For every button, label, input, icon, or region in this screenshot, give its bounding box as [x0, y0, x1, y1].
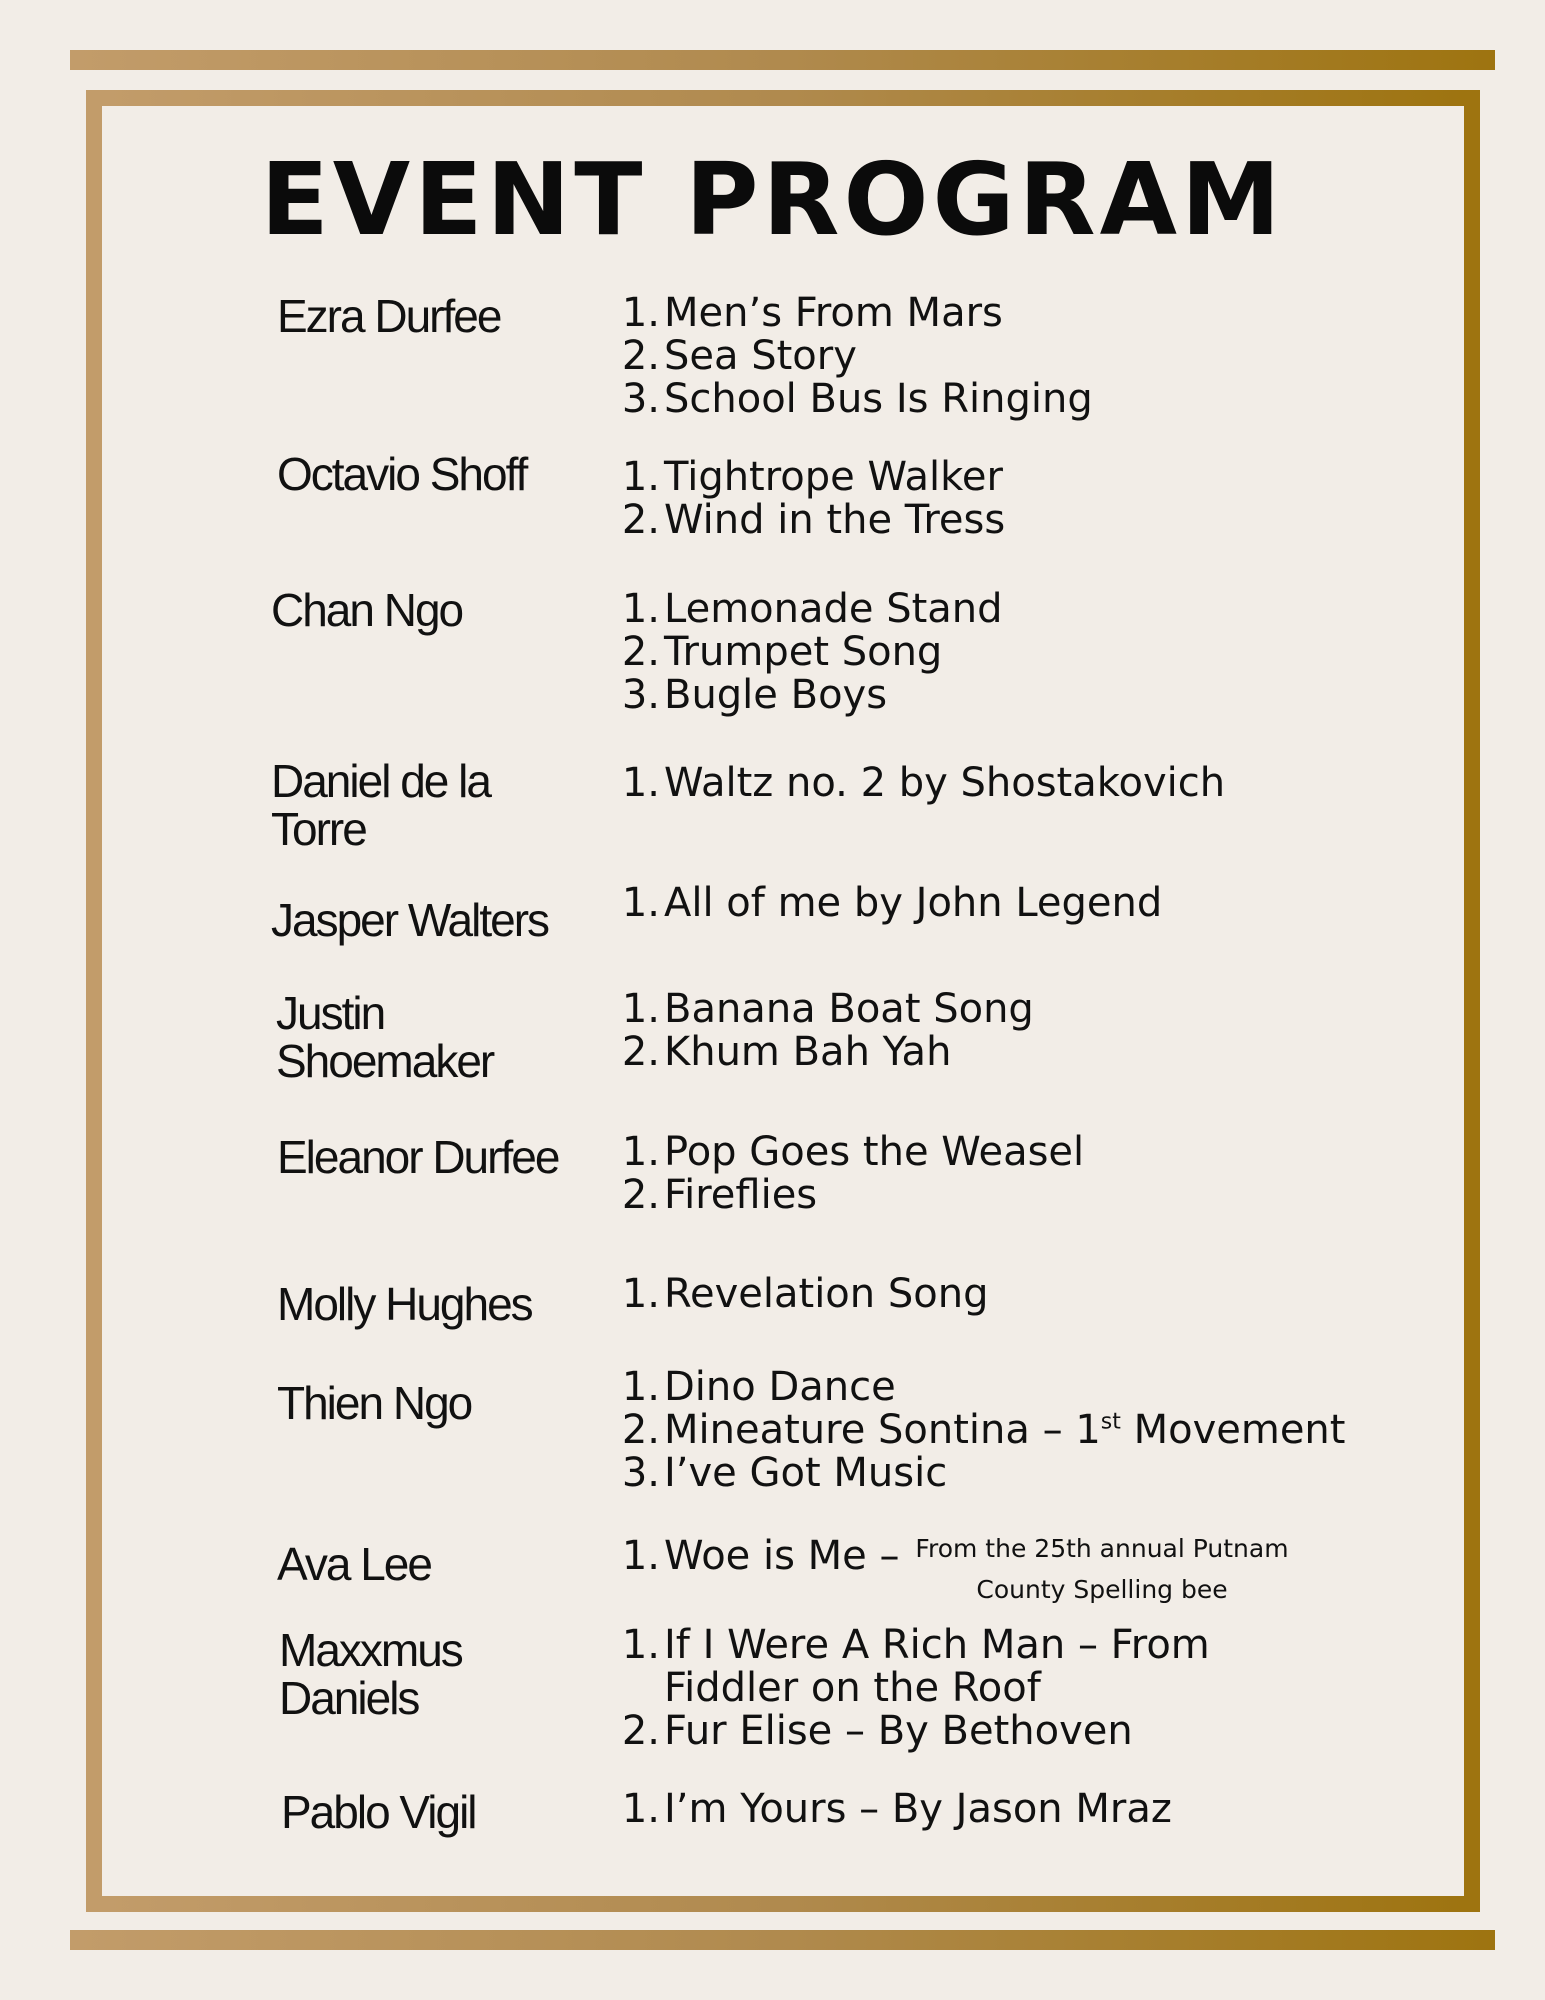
song-note: From the 25th annual Putnam County Spelling bee [915, 1534, 1289, 1604]
song-title: Khum Bah Yah [664, 1029, 952, 1075]
song-item [620, 1366, 1345, 1409]
performer-name: Ava Lee [277, 1538, 431, 1590]
song-title: Sea Story [664, 333, 857, 379]
performer-name: Ezra Durfee [277, 290, 501, 342]
song-item [620, 456, 1005, 499]
song-list [620, 456, 1005, 542]
song-title: Dino Dance [664, 1364, 896, 1410]
song-number: 3. [621, 1450, 660, 1496]
song-title: Lemonade Stand [664, 586, 1003, 632]
song-number: 2. [621, 629, 660, 675]
song-title: Bugle Boys [664, 672, 888, 718]
song-title: Men’s From Mars [664, 290, 1003, 336]
song-item [620, 1452, 1345, 1495]
song-title: Banana Boat Song [664, 986, 1034, 1032]
song-list [620, 1366, 1345, 1495]
performer-name: Maxxmus Daniels [279, 1624, 462, 1724]
song-title: Fireflies [664, 1172, 818, 1218]
song-title: Wind in the Tress [664, 497, 1006, 543]
performer-name: Molly Hughes [277, 1278, 532, 1330]
song-number: 1. [621, 760, 660, 806]
song-title: Woe is Me – [664, 1533, 900, 1579]
song-item [620, 335, 1093, 378]
song-list [620, 882, 1162, 925]
page-title: EVENT PROGRAM [260, 141, 1285, 258]
song-title: School Bus Is Ringing [664, 376, 1093, 422]
song-list [620, 1131, 1084, 1217]
song-number: 1. [621, 1364, 660, 1410]
song-item [620, 588, 1003, 631]
song-number: 1. [621, 880, 660, 926]
song-item [620, 1273, 988, 1316]
song-item [620, 1788, 1172, 1831]
song-title: I’ve Got Music [664, 1450, 948, 1496]
song-number: 2. [621, 1407, 660, 1453]
song-item [620, 1409, 1345, 1452]
performer-name: Pablo Vigil [281, 1786, 476, 1838]
song-item [620, 674, 1003, 717]
performer-name: Eleanor Durfee [277, 1131, 559, 1183]
bottom-decorative-bar [70, 1930, 1495, 1950]
song-title: Trumpet Song [664, 629, 943, 675]
song-item [620, 988, 1034, 1031]
song-title: I’m Yours – By Jason Mraz [664, 1786, 1172, 1832]
song-number: 2. [621, 1172, 660, 1218]
song-number: 1. [621, 454, 660, 500]
song-number: 1. [621, 1622, 660, 1668]
song-title-tail: Movement [1120, 1407, 1346, 1453]
song-list [620, 1624, 1210, 1753]
song-item [620, 1624, 1210, 1710]
song-title: Revelation Song [664, 1271, 989, 1317]
song-number: 1. [621, 290, 660, 336]
performer-name: Thien Ngo [277, 1377, 472, 1429]
song-number: 3. [621, 376, 660, 422]
song-item [620, 1710, 1210, 1753]
performer-name: Chan Ngo [271, 584, 463, 636]
song-item [620, 631, 1003, 674]
song-title: All of me by John Legend [664, 880, 1163, 926]
song-number: 1. [621, 986, 660, 1032]
song-number: 1. [621, 1786, 660, 1832]
song-item [620, 378, 1093, 421]
song-list [620, 988, 1034, 1074]
performer-name: Jasper Walters [271, 894, 549, 946]
song-number: 3. [621, 672, 660, 718]
song-item [620, 762, 1225, 805]
song-title: Waltz no. 2 by Shostakovich [664, 760, 1226, 806]
song-number: 2. [621, 1029, 660, 1075]
song-item [620, 499, 1005, 542]
song-title: Pop Goes the Weasel [664, 1129, 1085, 1175]
song-number: 2. [621, 497, 660, 543]
song-number: 2. [621, 1708, 660, 1754]
song-title: Mineature Sontina – 1 [664, 1407, 1101, 1453]
song-number: 1. [621, 1271, 660, 1317]
song-title: Fur Elise – By Bethoven [664, 1708, 1133, 1754]
song-list [620, 1788, 1172, 1831]
song-title: Tightrope Walker [664, 454, 1003, 500]
performer-name: Justin Shoemaker [276, 987, 494, 1087]
song-list [620, 292, 1093, 421]
song-item [620, 292, 1093, 335]
song-number: 1. [621, 586, 660, 632]
song-item [620, 882, 1162, 925]
song-number: 2. [621, 333, 660, 379]
song-list [620, 1535, 900, 1578]
performer-name: Octavio Shoff [277, 448, 527, 500]
song-list [620, 1273, 988, 1316]
song-item [620, 1535, 900, 1578]
song-list [620, 762, 1225, 805]
song-list [620, 588, 1003, 717]
song-item [620, 1031, 1034, 1074]
song-number: 1. [621, 1533, 660, 1579]
song-item [620, 1131, 1084, 1174]
ordinal-suffix: st [1100, 1409, 1121, 1435]
song-title-continued: Fiddler on the Roof [664, 1665, 1041, 1711]
song-item [620, 1174, 1084, 1217]
top-decorative-bar [70, 50, 1495, 70]
song-number: 1. [621, 1129, 660, 1175]
performer-name: Daniel de la Torre [271, 755, 490, 855]
song-title: If I Were A Rich Man – From [664, 1622, 1210, 1668]
